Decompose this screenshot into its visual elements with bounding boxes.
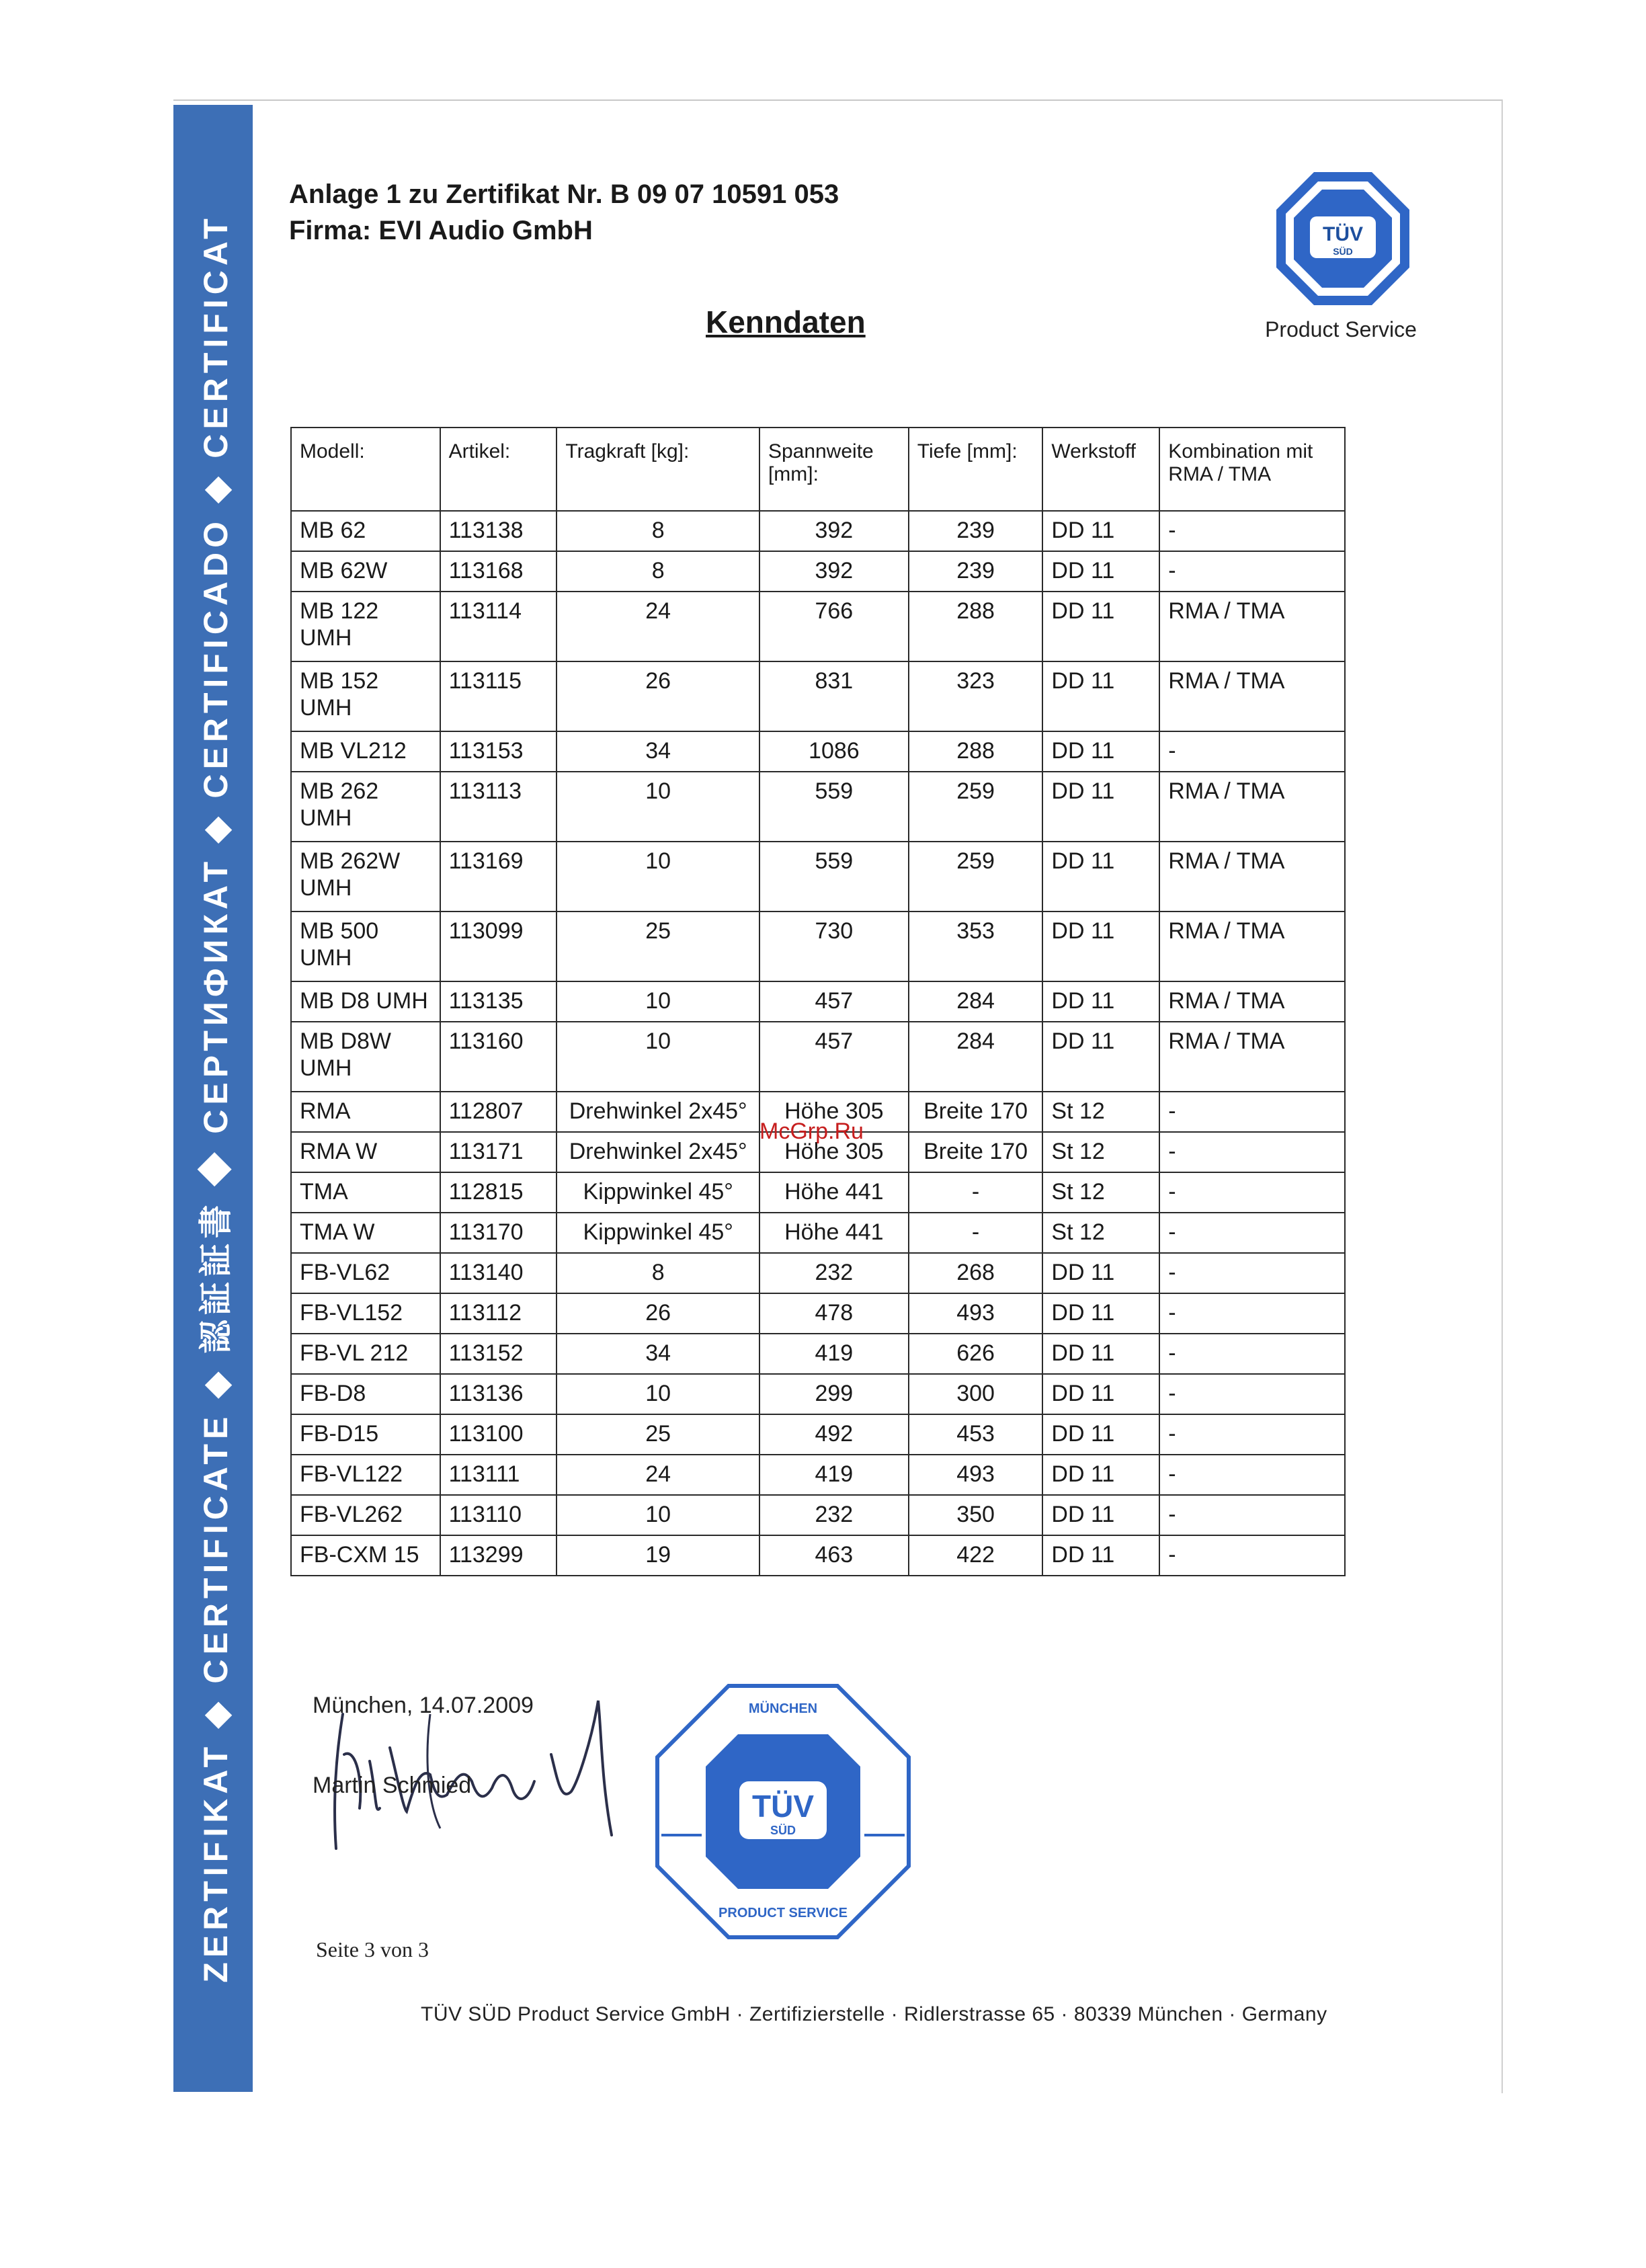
cell-artikel: 113138 <box>440 511 557 551</box>
cell-tiefe: 239 <box>909 551 1043 592</box>
table-row <box>291 1455 1345 1495</box>
cell-artikel: 112815 <box>440 1172 557 1213</box>
cell-tiefe: 284 <box>909 1022 1043 1092</box>
cell-kombination: - <box>1159 1495 1345 1535</box>
cell-modell: MB 500 UMH <box>291 912 440 981</box>
cell-artikel: 113114 <box>440 592 557 661</box>
cell-tiefe: 288 <box>909 731 1043 772</box>
place-date: München, 14.07.2009 <box>313 1693 534 1718</box>
table-row <box>291 1022 1345 1092</box>
cell-spannweite: 831 <box>759 661 909 731</box>
table-row <box>291 661 1345 731</box>
cell-werkstoff: DD 11 <box>1042 1455 1159 1495</box>
cell-tiefe: 493 <box>909 1293 1043 1334</box>
stamp-center-text: TÜV <box>752 1789 814 1824</box>
cell-kombination: - <box>1159 731 1345 772</box>
cell-modell: FB-D15 <box>291 1414 440 1455</box>
cell-werkstoff: DD 11 <box>1042 981 1159 1022</box>
table-row <box>291 1334 1345 1374</box>
cell-tiefe: 626 <box>909 1334 1043 1374</box>
cell-tragkraft: Drehwinkel 2x45° <box>557 1132 759 1172</box>
cell-modell: MB 122 UMH <box>291 592 440 661</box>
cell-artikel: 113112 <box>440 1293 557 1334</box>
cell-spannweite: 419 <box>759 1455 909 1495</box>
cell-artikel: 113135 <box>440 981 557 1022</box>
page-number: Seite 3 von 3 <box>316 1937 429 1961</box>
cell-kombination: - <box>1159 1455 1345 1495</box>
cell-kombination: RMA / TMA <box>1159 842 1345 912</box>
cell-werkstoff: DD 11 <box>1042 912 1159 981</box>
cell-tiefe: Breite 170 <box>909 1132 1043 1172</box>
table-row <box>291 1374 1345 1414</box>
cell-tragkraft: 8 <box>557 551 759 592</box>
cell-modell: FB-VL262 <box>291 1495 440 1535</box>
stamp-sub-text: SÜD <box>770 1824 796 1837</box>
cell-artikel: 113152 <box>440 1334 557 1374</box>
signature-block <box>313 1693 534 1799</box>
cell-tragkraft: 10 <box>557 981 759 1022</box>
cell-tragkraft: 25 <box>557 1414 759 1455</box>
cell-tiefe: 288 <box>909 592 1043 661</box>
table-row <box>291 981 1345 1022</box>
header-werkstoff: Werkstoff <box>1042 428 1159 511</box>
cell-werkstoff: DD 11 <box>1042 551 1159 592</box>
cell-werkstoff: DD 11 <box>1042 1495 1159 1535</box>
cell-tiefe: - <box>909 1172 1043 1213</box>
cell-kombination: RMA / TMA <box>1159 981 1345 1022</box>
cell-werkstoff: St 12 <box>1042 1092 1159 1132</box>
cell-kombination: - <box>1159 1374 1345 1414</box>
cell-kombination: - <box>1159 551 1345 592</box>
cell-tiefe: 422 <box>909 1535 1043 1576</box>
cell-modell: MB D8 UMH <box>291 981 440 1022</box>
stamp-bottom-text: PRODUCT SERVICE <box>718 1906 848 1920</box>
header-tragkraft: Tragkraft [kg]: <box>557 428 759 511</box>
cell-tragkraft: Drehwinkel 2x45° <box>557 1092 759 1132</box>
cell-kombination: - <box>1159 1132 1345 1172</box>
cell-tragkraft: 34 <box>557 731 759 772</box>
logo-sub-text: SÜD <box>1333 246 1353 257</box>
cell-werkstoff: St 12 <box>1042 1213 1159 1253</box>
table-row <box>291 1535 1345 1576</box>
cell-artikel: 113115 <box>440 661 557 731</box>
cell-spannweite: 463 <box>759 1535 909 1576</box>
cell-spannweite: 392 <box>759 511 909 551</box>
cell-artikel: 113136 <box>440 1374 557 1414</box>
cell-werkstoff: DD 11 <box>1042 1334 1159 1374</box>
cell-modell: MB 152 UMH <box>291 661 440 731</box>
cell-artikel: 112807 <box>440 1092 557 1132</box>
cell-kombination: - <box>1159 1172 1345 1213</box>
cell-tragkraft: 25 <box>557 912 759 981</box>
cell-tiefe: 493 <box>909 1455 1043 1495</box>
cell-spannweite: 299 <box>759 1374 909 1414</box>
header-artikel: Artikel: <box>440 428 557 511</box>
cell-kombination: - <box>1159 1293 1345 1334</box>
cell-werkstoff: DD 11 <box>1042 1253 1159 1293</box>
cell-werkstoff: DD 11 <box>1042 731 1159 772</box>
cell-tragkraft: 26 <box>557 661 759 731</box>
cell-tiefe: 259 <box>909 842 1043 912</box>
cell-kombination: RMA / TMA <box>1159 1022 1345 1092</box>
cell-modell: FB-D8 <box>291 1374 440 1414</box>
cell-spannweite: Höhe 441 <box>759 1213 909 1253</box>
cell-artikel: 113100 <box>440 1414 557 1455</box>
cell-werkstoff: DD 11 <box>1042 1022 1159 1092</box>
table-body <box>291 511 1345 1576</box>
cell-tiefe: 239 <box>909 511 1043 551</box>
cell-kombination: RMA / TMA <box>1159 912 1345 981</box>
cell-spannweite: 766 <box>759 592 909 661</box>
certificate-side-band <box>173 105 253 2092</box>
cell-modell: MB 62W <box>291 551 440 592</box>
cell-modell: FB-VL 212 <box>291 1334 440 1374</box>
cell-modell: FB-CXM 15 <box>291 1535 440 1576</box>
cell-spannweite: 478 <box>759 1293 909 1334</box>
cell-tiefe: 284 <box>909 981 1043 1022</box>
cell-artikel: 113168 <box>440 551 557 592</box>
cell-tragkraft: 8 <box>557 511 759 551</box>
header-spannweite: Spannweite [mm]: <box>759 428 909 511</box>
table-row <box>291 842 1345 912</box>
cell-modell: MB 262 UMH <box>291 772 440 842</box>
cell-modell: MB D8W UMH <box>291 1022 440 1092</box>
cell-tragkraft: 10 <box>557 1495 759 1535</box>
cell-werkstoff: DD 11 <box>1042 1374 1159 1414</box>
cell-artikel: 113099 <box>440 912 557 981</box>
cell-artikel: 113110 <box>440 1495 557 1535</box>
cell-kombination: - <box>1159 1213 1345 1253</box>
table-header-row <box>291 428 1345 511</box>
cell-tragkraft: Kippwinkel 45° <box>557 1213 759 1253</box>
cell-artikel: 113113 <box>440 772 557 842</box>
cell-werkstoff: DD 11 <box>1042 592 1159 661</box>
logo-text: TÜV <box>1323 223 1363 245</box>
cell-modell: TMA <box>291 1172 440 1213</box>
tuv-stamp-icon <box>652 1680 914 1943</box>
cell-kombination: RMA / TMA <box>1159 661 1345 731</box>
cell-tiefe: 268 <box>909 1253 1043 1293</box>
cell-artikel: 113299 <box>440 1535 557 1576</box>
cell-modell: RMA W <box>291 1132 440 1172</box>
cell-spannweite: 492 <box>759 1414 909 1455</box>
cell-spannweite: 730 <box>759 912 909 981</box>
cell-kombination: - <box>1159 1334 1345 1374</box>
cell-spannweite: 392 <box>759 551 909 592</box>
table-row <box>291 731 1345 772</box>
cell-modell: FB-VL62 <box>291 1253 440 1293</box>
cell-artikel: 113160 <box>440 1022 557 1092</box>
side-band-text: ZERTIFIKAT ◆ CERTIFICATE ◆ 認証証書 ◆ СЕРТИФИКАТ ◆ CERTIFICADO ◆ CERTIFICAT <box>197 214 235 1983</box>
cell-tiefe: Breite 170 <box>909 1092 1043 1132</box>
cell-tragkraft: 34 <box>557 1334 759 1374</box>
table-row <box>291 511 1345 551</box>
cell-spannweite: 457 <box>759 981 909 1022</box>
cell-tragkraft: 10 <box>557 842 759 912</box>
cell-spannweite: Höhe 305 <box>759 1092 909 1132</box>
cell-artikel: 113169 <box>440 842 557 912</box>
cell-tiefe: 323 <box>909 661 1043 731</box>
cell-spannweite: 419 <box>759 1334 909 1374</box>
header-tiefe: Tiefe [mm]: <box>909 428 1043 511</box>
cell-tiefe: 353 <box>909 912 1043 981</box>
cell-werkstoff: DD 11 <box>1042 511 1159 551</box>
document-header <box>289 176 839 249</box>
cell-tragkraft: 10 <box>557 772 759 842</box>
table-row <box>291 1213 1345 1253</box>
cell-spannweite: Höhe 441 <box>759 1172 909 1213</box>
cell-modell: MB 262W UMH <box>291 842 440 912</box>
cell-tiefe: 300 <box>909 1374 1043 1414</box>
cell-modell: RMA <box>291 1092 440 1132</box>
cell-werkstoff: St 12 <box>1042 1172 1159 1213</box>
cell-modell: TMA W <box>291 1213 440 1253</box>
cell-kombination: - <box>1159 1414 1345 1455</box>
cell-tragkraft: 26 <box>557 1293 759 1334</box>
cell-spannweite: Höhe 305 <box>759 1132 909 1172</box>
header-kombination: Kombination mit RMA / TMA <box>1159 428 1345 511</box>
cell-werkstoff: DD 11 <box>1042 842 1159 912</box>
cell-spannweite: 457 <box>759 1022 909 1092</box>
cell-werkstoff: St 12 <box>1042 1132 1159 1172</box>
cell-artikel: 113140 <box>440 1253 557 1293</box>
table-row <box>291 1495 1345 1535</box>
footer-address: TÜV SÜD Product Service GmbH · Zertifizierstelle · Ridlerstrasse 65 · 80339 München · Germany <box>421 2003 1327 2025</box>
cell-kombination: - <box>1159 1535 1345 1576</box>
company-name: Firma: EVI Audio GmbH <box>289 216 593 245</box>
logo-caption: Product Service <box>1265 317 1417 341</box>
cell-tragkraft: 24 <box>557 592 759 661</box>
stamp-top-text: MÜNCHEN <box>748 1701 818 1716</box>
header-modell: Modell: <box>291 428 440 511</box>
cell-spannweite: 1086 <box>759 731 909 772</box>
cell-kombination: - <box>1159 1253 1345 1293</box>
cell-tiefe: 453 <box>909 1414 1043 1455</box>
specs-table <box>290 427 1346 1576</box>
cell-artikel: 113170 <box>440 1213 557 1253</box>
cell-modell: MB 62 <box>291 511 440 551</box>
cell-artikel: 113153 <box>440 731 557 772</box>
cell-tragkraft: 8 <box>557 1253 759 1293</box>
table-row <box>291 1293 1345 1334</box>
cell-tragkraft: 10 <box>557 1374 759 1414</box>
cell-spannweite: 559 <box>759 772 909 842</box>
certificate-reference: Anlage 1 zu Zertifikat Nr. B 09 07 10591 053 <box>289 179 839 209</box>
cell-tiefe: 350 <box>909 1495 1043 1535</box>
cell-tragkraft: 24 <box>557 1455 759 1495</box>
table-row <box>291 912 1345 981</box>
cell-tragkraft: 10 <box>557 1022 759 1092</box>
cell-spannweite: 232 <box>759 1253 909 1293</box>
cell-kombination: RMA / TMA <box>1159 772 1345 842</box>
cell-kombination: RMA / TMA <box>1159 592 1345 661</box>
table-row <box>291 551 1345 592</box>
cell-werkstoff: DD 11 <box>1042 1535 1159 1576</box>
cell-tragkraft: Kippwinkel 45° <box>557 1172 759 1213</box>
cell-modell: FB-VL152 <box>291 1293 440 1334</box>
table-row <box>291 592 1345 661</box>
cell-modell: MB VL212 <box>291 731 440 772</box>
signer-name: Martin Schmied <box>313 1773 472 1798</box>
cell-spannweite: 559 <box>759 842 909 912</box>
cell-werkstoff: DD 11 <box>1042 1293 1159 1334</box>
cell-tiefe: 259 <box>909 772 1043 842</box>
cell-tragkraft: 19 <box>557 1535 759 1576</box>
cell-werkstoff: DD 11 <box>1042 1414 1159 1455</box>
tuv-sud-logo-icon <box>1274 169 1412 308</box>
cell-kombination: - <box>1159 511 1345 551</box>
cell-tiefe: - <box>909 1213 1043 1253</box>
cell-artikel: 113111 <box>440 1455 557 1495</box>
cell-artikel: 113171 <box>440 1132 557 1172</box>
cell-werkstoff: DD 11 <box>1042 661 1159 731</box>
table-row <box>291 1253 1345 1293</box>
page-title: Kenndaten <box>706 305 866 339</box>
table-row <box>291 772 1345 842</box>
cell-werkstoff: DD 11 <box>1042 772 1159 842</box>
watermark: McGrp.Ru <box>759 1119 864 1144</box>
table-row <box>291 1172 1345 1213</box>
cell-modell: FB-VL122 <box>291 1455 440 1495</box>
cell-kombination: - <box>1159 1092 1345 1132</box>
cell-spannweite: 232 <box>759 1495 909 1535</box>
table-row <box>291 1414 1345 1455</box>
